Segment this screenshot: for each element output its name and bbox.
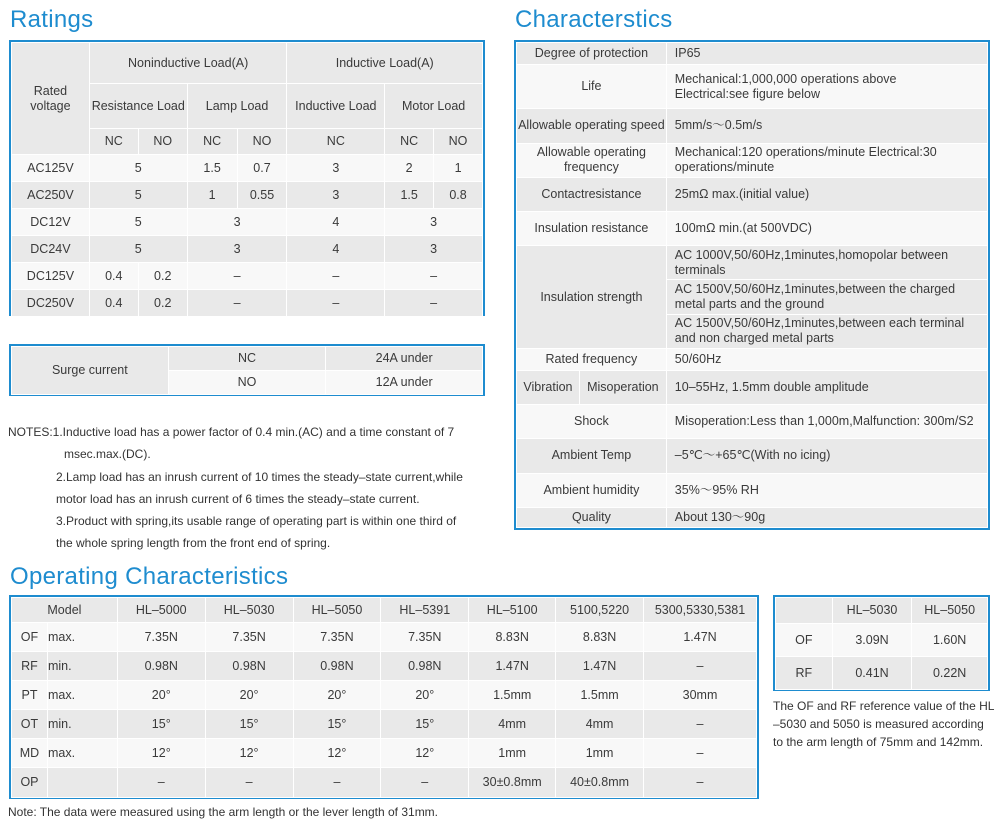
value-cell: 7.35N: [205, 623, 293, 652]
lamp-load-header: Lamp Load: [187, 84, 287, 129]
value-cell: 20°: [117, 681, 205, 710]
ambient-humidity-label: Ambient humidity: [517, 473, 667, 507]
value-cell: 0.22N: [912, 657, 988, 690]
value-cell: 20°: [205, 681, 293, 710]
characteristics-table: [514, 40, 990, 530]
column-header: HL–5030: [205, 598, 293, 623]
no-header: NO: [237, 129, 287, 155]
shock-label: Shock: [517, 405, 667, 439]
value-cell: 8.83N: [556, 623, 644, 652]
value-cell: 1: [434, 155, 483, 182]
value-cell: 7.35N: [293, 623, 381, 652]
insulation-strength-label: Insulation strength: [517, 246, 667, 349]
voltage-cell: DC12V: [12, 209, 90, 236]
value-cell: 1.47N: [556, 652, 644, 681]
value-cell: –: [293, 768, 381, 798]
corner-cell: [776, 598, 833, 624]
value-cell: 0.4: [89, 290, 138, 317]
value-cell: 2: [385, 155, 434, 182]
table-row: [776, 624, 988, 657]
no-header: NO: [434, 129, 483, 155]
header-row: [12, 598, 757, 623]
value-cell: 1.5: [385, 182, 434, 209]
speed-label: Allowable operating speed: [517, 109, 667, 143]
surge-nc-value: 24A under: [326, 347, 483, 371]
value-cell: 15°: [293, 710, 381, 739]
value-cell: –: [385, 290, 483, 317]
note-line: msec.max.(DC).: [64, 447, 151, 462]
param-qualifier: min.: [47, 710, 117, 739]
noninductive-header: Noninductive Load(A): [89, 43, 287, 84]
life-mechanical: Mechanical:1,000,000 operations above: [674, 71, 897, 86]
column-header: 5300,5330,5381: [644, 598, 757, 623]
value-cell: 3: [187, 236, 287, 263]
value-cell: 0.4: [89, 263, 138, 290]
inductive-load-header: Inductive Load: [287, 84, 385, 129]
rated-voltage-header: Rated voltage: [12, 43, 90, 155]
value-cell: 0.2: [138, 263, 187, 290]
param-name: OT: [12, 710, 48, 739]
value-cell: –: [287, 263, 385, 290]
value-cell: 3: [385, 209, 483, 236]
value-cell: –: [187, 263, 287, 290]
value-cell: 3: [287, 182, 385, 209]
value-cell: 12°: [293, 739, 381, 768]
misoperation-label: Misoperation: [579, 370, 666, 404]
value-cell: 0.98N: [205, 652, 293, 681]
table-row: [12, 739, 757, 768]
value-cell: 0.98N: [381, 652, 469, 681]
column-header: HL–5391: [381, 598, 469, 623]
table-row: [12, 710, 757, 739]
value-cell: 4mm: [469, 710, 556, 739]
value-cell: 1.5: [187, 155, 237, 182]
value-cell: 3: [287, 155, 385, 182]
inductive-header: Inductive Load(A): [287, 43, 483, 84]
value-cell: 15°: [117, 710, 205, 739]
value-cell: –: [187, 290, 287, 317]
resistance-load-header: Resistance Load: [89, 84, 187, 129]
surge-current-label: Surge current: [12, 347, 169, 395]
speed-value: 5mm/s～0.5m/s: [666, 109, 987, 143]
value-cell: 1mm: [469, 739, 556, 768]
value-cell: 5: [89, 182, 187, 209]
value-cell: 5: [89, 236, 187, 263]
insulation-strength-value: AC 1000V,50/60Hz,1minutes,homopolar between terminals: [666, 246, 987, 280]
value-cell: –: [644, 768, 757, 798]
value-cell: –: [381, 768, 469, 798]
characteristics-title: Characterstics: [515, 6, 673, 33]
operating-characteristics-table: [9, 595, 759, 799]
rated-frequency-value: 50/60Hz: [666, 348, 987, 370]
param-qualifier: max.: [47, 681, 117, 710]
value-cell: 3.09N: [832, 624, 912, 657]
param-qualifier: [47, 768, 117, 798]
caption-line: to the arm length of 75mm and 142mm.: [773, 735, 984, 749]
shock-value: Misoperation:Less than 1,000m,Malfunction: 300m/S2: [666, 405, 987, 439]
param-name: OF: [776, 624, 833, 657]
column-header: HL–5000: [117, 598, 205, 623]
motor-load-header: Motor Load: [385, 84, 483, 129]
ambient-humidity-value: 35%～95% RH: [666, 473, 987, 507]
value-cell: 20°: [381, 681, 469, 710]
voltage-cell: DC250V: [12, 290, 90, 317]
value-cell: 7.35N: [117, 623, 205, 652]
column-header: HL–5050: [912, 598, 988, 624]
value-cell: 3: [187, 209, 287, 236]
value-cell: 15°: [205, 710, 293, 739]
operating-characteristics-title: Operating Characteristics: [10, 563, 289, 590]
life-electrical: Electrical:see figure below: [674, 86, 821, 101]
value-cell: 8.83N: [469, 623, 556, 652]
value-cell: 0.7: [237, 155, 287, 182]
ambient-temp-label: Ambient Temp: [517, 439, 667, 473]
ambient-temp-value: –5℃～+65℃(With no icing): [666, 439, 987, 473]
ratings-table: [9, 40, 485, 316]
table-row: [12, 236, 483, 263]
table-row: [12, 290, 483, 317]
value-cell: –: [644, 710, 757, 739]
note-line: motor load has an inrush current of 6 times the steady–state current.: [56, 491, 420, 506]
frequency-label: Allowable operating frequency: [517, 143, 667, 177]
surge-no-label: NO: [168, 371, 326, 395]
value-cell: 40±0.8mm: [556, 768, 644, 798]
table-row: [776, 657, 988, 690]
value-cell: 4: [287, 236, 385, 263]
nc-header: NC: [187, 129, 237, 155]
value-cell: 4mm: [556, 710, 644, 739]
table-row: [12, 623, 757, 652]
column-header: Model: [12, 598, 118, 623]
value-cell: 12°: [205, 739, 293, 768]
no-header: NO: [138, 129, 187, 155]
value-cell: 3: [385, 236, 483, 263]
value-cell: 30mm: [644, 681, 757, 710]
column-header: HL–5030: [832, 598, 912, 624]
surge-nc-label: NC: [168, 347, 326, 371]
value-cell: 1.5mm: [556, 681, 644, 710]
column-header: 5100,5220: [556, 598, 644, 623]
life-label: Life: [517, 65, 667, 109]
value-cell: –: [117, 768, 205, 798]
value-cell: 20°: [293, 681, 381, 710]
value-cell: 1.5mm: [469, 681, 556, 710]
surge-no-value: 12A under: [326, 371, 483, 395]
value-cell: –: [644, 739, 757, 768]
vibration-value: 10–55Hz, 1.5mm double amplitude: [666, 370, 987, 404]
caption-line: The OF and RF reference value of the HL: [773, 699, 995, 713]
ratings-notes: [8, 421, 498, 555]
param-name: OF: [12, 623, 48, 652]
life-value: [666, 65, 987, 109]
nc-header: NC: [385, 129, 434, 155]
value-cell: 0.55: [237, 182, 287, 209]
measurement-note: Note: The data were measured using the arm length or the lever length of 31mm.: [8, 805, 439, 819]
value-cell: –: [385, 263, 483, 290]
rated-frequency-label: Rated frequency: [517, 348, 667, 370]
quality-value: About 130～90g: [666, 507, 987, 527]
param-name: MD: [12, 739, 48, 768]
ratings-title: Ratings: [10, 6, 94, 33]
value-cell: 1.47N: [469, 652, 556, 681]
protection-value: IP65: [666, 43, 987, 65]
table-row: [12, 182, 483, 209]
value-cell: 1: [187, 182, 237, 209]
surge-current-table: [9, 344, 485, 396]
table-row: [12, 768, 757, 798]
note-line: 2.Lamp load has an inrush current of 10 times the steady–state current,while: [56, 469, 463, 484]
param-name: RF: [12, 652, 48, 681]
column-header: HL–5050: [293, 598, 381, 623]
value-cell: 12°: [381, 739, 469, 768]
value-cell: 0.2: [138, 290, 187, 317]
vibration-label: Vibration: [517, 370, 580, 404]
value-cell: 12°: [117, 739, 205, 768]
value-cell: 0.98N: [293, 652, 381, 681]
value-cell: 5: [89, 209, 187, 236]
insulation-resistance-value: 100mΩ min.(at 500VDC): [666, 212, 987, 246]
value-cell: 7.35N: [381, 623, 469, 652]
column-header: HL–5100: [469, 598, 556, 623]
param-qualifier: max.: [47, 623, 117, 652]
insulation-resistance-label: Insulation resistance: [517, 212, 667, 246]
voltage-cell: AC125V: [12, 155, 90, 182]
contact-resistance-value: 25mΩ max.(initial value): [666, 177, 987, 211]
contact-resistance-label: Contactresistance: [517, 177, 667, 211]
value-cell: 0.41N: [832, 657, 912, 690]
table-row: [12, 155, 483, 182]
value-cell: 30±0.8mm: [469, 768, 556, 798]
note-line: the whole spring length from the front end of spring.: [56, 536, 331, 551]
value-cell: 1.60N: [912, 624, 988, 657]
note-line: 3.Product with spring,its usable range of operating part is within one third of: [56, 514, 457, 529]
param-name: OP: [12, 768, 48, 798]
quality-label: Quality: [517, 507, 667, 527]
reference-table: [773, 595, 990, 691]
protection-label: Degree of protection: [517, 43, 667, 65]
nc-header: NC: [287, 129, 385, 155]
note-line: NOTES:1.Inductive load has a power factor of 0.4 min.(AC) and a time constant of 7: [8, 425, 455, 439]
insulation-strength-value: AC 1500V,50/60Hz,1minutes,between each terminal and non charged metal parts: [666, 314, 987, 348]
value-cell: 1mm: [556, 739, 644, 768]
table-row: [12, 209, 483, 236]
voltage-cell: DC125V: [12, 263, 90, 290]
table-row: [12, 652, 757, 681]
voltage-cell: AC250V: [12, 182, 90, 209]
param-qualifier: max.: [47, 739, 117, 768]
param-name: PT: [12, 681, 48, 710]
reference-caption: [773, 697, 995, 751]
value-cell: 0.98N: [117, 652, 205, 681]
frequency-value: Mechanical:120 operations/minute Electrical:30 operations/minute: [666, 143, 987, 177]
insulation-strength-value: AC 1500V,50/60Hz,1minutes,between the charged metal parts and the ground: [666, 280, 987, 314]
value-cell: 1.47N: [644, 623, 757, 652]
value-cell: 4: [287, 209, 385, 236]
nc-header: NC: [89, 129, 138, 155]
value-cell: 5: [89, 155, 187, 182]
voltage-cell: DC24V: [12, 236, 90, 263]
table-row: [12, 681, 757, 710]
value-cell: 15°: [381, 710, 469, 739]
table-row: [12, 263, 483, 290]
value-cell: 0.8: [434, 182, 483, 209]
param-name: RF: [776, 657, 833, 690]
caption-line: –5030 and 5050 is measured according: [773, 717, 984, 731]
value-cell: –: [205, 768, 293, 798]
value-cell: –: [644, 652, 757, 681]
value-cell: –: [287, 290, 385, 317]
param-qualifier: min.: [47, 652, 117, 681]
